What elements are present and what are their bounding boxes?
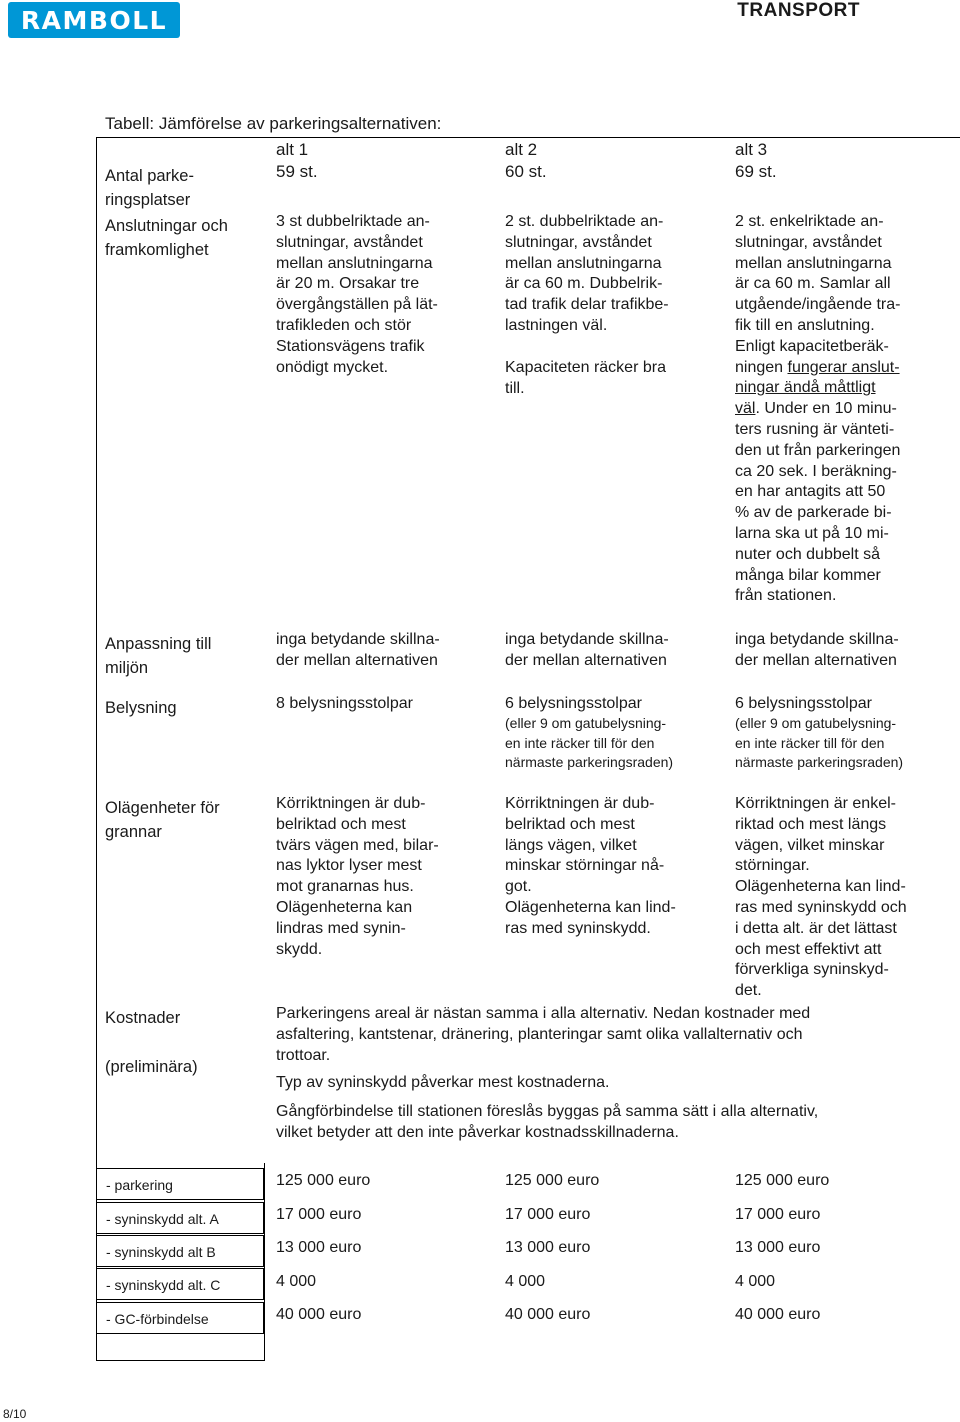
cost-syninskydd-c-alt3: 4 000	[735, 1273, 776, 1290]
olagenheter-alt1: Körriktningen är dub- belriktad och mest tvärs vägen med, bilar- nas lyktor lyser mest mot granarnas hus. Olägenheterna kan lindras med synin- skydd.	[276, 795, 439, 958]
table-caption: Tabell: Jämförelse av parkeringsalternativen:	[105, 114, 442, 133]
row-label-antal: Antal parke- ringsplatser	[105, 167, 194, 209]
column-header-alt1: alt 1	[276, 140, 309, 159]
row-label-belysning: Belysning	[105, 699, 177, 717]
cost-syninskydd-a-alt3: 17 000 euro	[735, 1206, 821, 1223]
kostnader-text-1: Parkeringens areal är nästan samma i alla alternativ. Nedan kostnader med asfaltering, kantstenar, dränering, planteringar samt olika vallalternativ och trottoar.	[276, 1005, 811, 1064]
anslutningar-alt2-kapacitet: Kapaciteten räcker bra till.	[505, 359, 666, 397]
column-header-alt3: alt 3	[735, 140, 768, 159]
anslutningar-alt3-part1: 2 st. enkelriktade an- slutningar, avståndet mellan anslutningarna är ca 60 m. Samlar all utgående/ingående tra- fik till en anslutning. Enligt kapacitetberäk- ningen	[735, 213, 901, 376]
cost-label-divider	[264, 1163, 265, 1360]
cost-label-syninskydd-b: - syninskydd alt B	[96, 1235, 264, 1267]
cost-syninskydd-b-alt3: 13 000 euro	[735, 1239, 821, 1256]
cost-syninskydd-c-alt2: 4 000	[505, 1273, 546, 1290]
cost-syninskydd-a-alt1: 17 000 euro	[276, 1206, 362, 1223]
olagenheter-alt3: Körriktningen är enkel- riktad och mest längs vägen, vilket minskar störningar. Olägenheterna kan lind- ras med syninskydd och i detta alt. är det lättast och mest effektivt att förverkliga syninskyd- det.	[735, 795, 907, 1000]
anslutningar-alt3-underlined: fungerar anslut- ningar ändå måttligt väl	[735, 358, 900, 418]
column-header-alt2: alt 2	[505, 140, 538, 159]
row-label-kostnader: Kostnader	[105, 1009, 181, 1027]
antal-alt3: 69 st.	[735, 162, 777, 181]
cost-syninskydd-b-alt1: 13 000 euro	[276, 1239, 362, 1256]
belysning-alt3: 6 belysningsstolpar	[735, 695, 872, 712]
cost-label-syninskydd-c: - syninskydd alt. C	[96, 1268, 264, 1300]
anslutningar-alt3	[735, 212, 900, 607]
kostnader-text-3: Gångförbindelse till stationen föreslås byggas på samma sätt i alla alternativ, vilket betyder att den inte påverkar kostnadsskillnaderna.	[276, 1103, 819, 1141]
anslutningar-alt2: 2 st. dubbelriktade an- slutningar, avståndet mellan anslutningarna är ca 60 m. Dubbelrik- tad trafik delar trafikbe- lastningen väl.	[505, 213, 669, 334]
section-label: TRANSPORT	[737, 0, 860, 21]
anpassning-alt2: inga betydande skillna- der mellan alternativen	[505, 631, 669, 669]
antal-alt2: 60 st.	[505, 162, 547, 181]
belysning-alt2: 6 belysningsstolpar	[505, 695, 642, 712]
anpassning-alt1: inga betydande skillna- der mellan alternativen	[276, 631, 440, 669]
ramboll-logo: RAMBOLL	[8, 2, 180, 38]
row-label-olagenheter: Olägenheter för grannar	[105, 799, 220, 841]
row-label-anslutningar: Anslutningar och framkomlighet	[105, 217, 228, 259]
belysning-alt1: 8 belysningsstolpar	[276, 695, 413, 712]
cost-label-gc-forbindelse: - GC-förbindelse	[96, 1302, 264, 1334]
cost-parkering-alt3: 125 000 euro	[735, 1172, 830, 1189]
cost-label-parkering: - parkering	[96, 1168, 264, 1200]
olagenheter-alt2: Körriktningen är dub- belriktad och mest längs vägen, vilket minskar störningar nå- got. Olägenheterna kan lind- ras med syninskydd.	[505, 795, 676, 937]
kostnader-text-2: Typ av syninskydd påverkar mest kostnaderna.	[276, 1074, 610, 1091]
anslutningar-alt1: 3 st dubbelriktade an- slutningar, avståndet mellan anslutningarna är 20 m. Orsakar tre övergångställen på lät- trafikleden och stör Stationsvägens trafik onödigt mycket.	[276, 213, 438, 376]
cost-bottom-border	[96, 1360, 265, 1361]
anslutningar-alt3-part2: . Under en 10 minu- ters rusning är vänteti- den ut från parkeringen ca 20 sek. I beräkning- en har antagits att 50 % av de parkerade bi- larna ska ut på 10 mi- nuter och dubbelt så många bilar kommer från stationen.	[735, 400, 901, 605]
cost-gc-alt1: 40 000 euro	[276, 1306, 362, 1323]
table-top-border	[96, 137, 960, 138]
belysning-alt3-note: (eller 9 om gatubelysning- en inte räcker till för den närmaste parkeringsraden)	[735, 715, 904, 770]
cost-label-syninskydd-a: - syninskydd alt. A	[96, 1202, 264, 1234]
cost-parkering-alt2: 125 000 euro	[505, 1172, 600, 1189]
row-label-anpassning: Anpassning till miljön	[105, 635, 212, 677]
cost-gc-alt2: 40 000 euro	[505, 1306, 591, 1323]
cost-syninskydd-a-alt2: 17 000 euro	[505, 1206, 591, 1223]
page-number: 8/10	[3, 1407, 27, 1421]
anpassning-alt3: inga betydande skillna- der mellan alternativen	[735, 631, 899, 669]
cost-syninskydd-b-alt2: 13 000 euro	[505, 1239, 591, 1256]
cost-syninskydd-c-alt1: 4 000	[276, 1273, 317, 1290]
antal-alt1: 59 st.	[276, 162, 318, 181]
belysning-alt2-note: (eller 9 om gatubelysning- en inte räcker till för den närmaste parkeringsraden)	[505, 715, 674, 770]
row-label-preliminara: (preliminära)	[105, 1058, 198, 1076]
cost-parkering-alt1: 125 000 euro	[276, 1172, 371, 1189]
cost-gc-alt3: 40 000 euro	[735, 1306, 821, 1323]
